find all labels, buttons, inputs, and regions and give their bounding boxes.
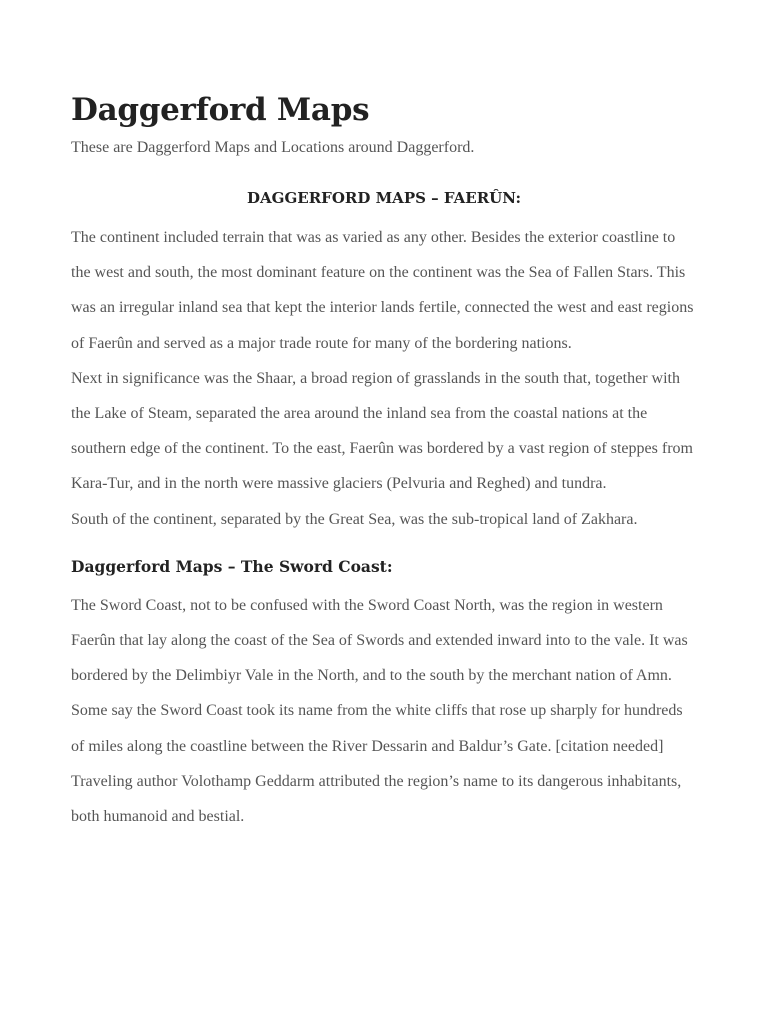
section-heading-faerun: DAGGERFORD MAPS – FAERÛN: [247, 189, 521, 207]
paragraph: South of the continent, separated by the Great Sea, was the sub-tropical land of Zakhara. [71, 510, 638, 528]
page-title: Daggerford Maps [71, 92, 370, 128]
paragraph: The continent included terrain that was as varied as any other. Besides the exterior coastline to the west and south, the most dominant feature on the continent was the Sea of Fallen Stars. This was an irregular inland sea that kept the interior lands fertile, connected the west and east regions of Faerûn and served as a major trade route for many of the bordering nations. [71, 229, 694, 352]
section-heading-sword-coast: Daggerford Maps – The Sword Coast: [71, 556, 393, 576]
intro-text: These are Daggerford Maps and Locations around Daggerford. [71, 139, 475, 156]
paragraph: The Sword Coast, not to be confused with the Sword Coast North, was the region in western Faerûn that lay along the coast of the Sea of Swords and extended inward into to the vale. It was bordered by the Delimbiyr Vale in the North, and to the south by the merchant nation of Amn. [71, 596, 688, 685]
paragraph: Some say the Sword Coast took its name from the white cliffs that rose up sharply for hundreds of miles along the coastline between the River Dessarin and Baldur’s Gate. [citation needed] Traveling author Volothamp Geddarm attributed the region’s name to its dangerous inhabitants, both humanoid and bestial. [71, 702, 683, 826]
paragraph: Next in significance was the Shaar, a broad region of grasslands in the south that, together with the Lake of Steam, separated the area around the inland sea from the coastal nations at the southern edge of the continent. To the east, Faerûn was bordered by a vast region of steppes from Kara-Tur, and in the north were massive glaciers (Pelvuria and Reghed) and tundra. [71, 369, 693, 493]
article [71, 86, 697, 834]
